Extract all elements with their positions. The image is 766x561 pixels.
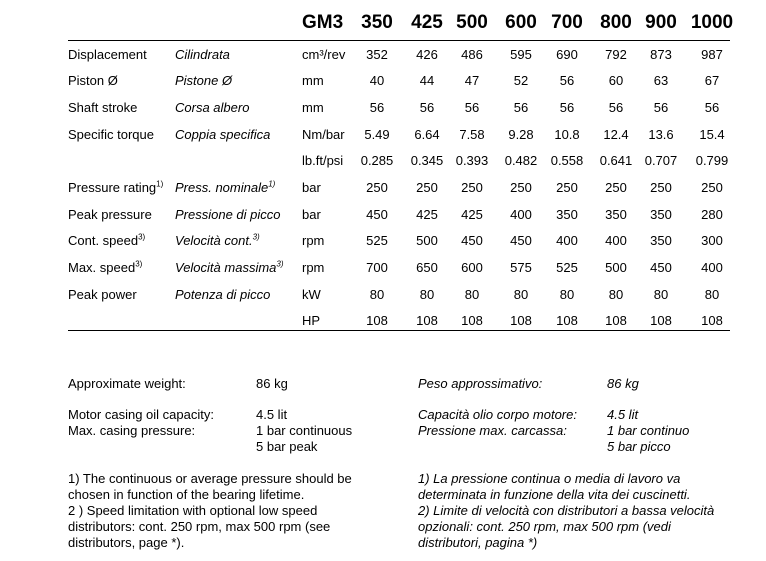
casing-value2-it: 5 bar picco <box>607 439 671 454</box>
table-cell: 0.482 <box>504 153 538 168</box>
table-cell: 56 <box>369 100 385 115</box>
table-cell: 5.49 <box>364 127 390 142</box>
table-cell: 500 <box>416 233 438 248</box>
row-label-en-text: Piston Ø <box>68 73 118 88</box>
table-cell: 12.4 <box>603 127 629 142</box>
row-label-en-text: Displacement <box>68 47 147 62</box>
row-label-en <box>68 207 152 222</box>
table-cell: 250 <box>701 180 723 195</box>
table-cell: 56 <box>513 100 529 115</box>
header-rule <box>68 40 730 41</box>
row-unit: lb.ft/psi <box>302 153 344 168</box>
table-cell: 108 <box>510 313 532 328</box>
table-cell: 0.707 <box>644 153 678 168</box>
row-label-en-text: Cont. speed <box>68 233 139 248</box>
row-label-it-text: Velocità massima <box>175 260 277 275</box>
table-cell: 450 <box>510 233 532 248</box>
table-cell: 350 <box>605 207 627 222</box>
row-unit: rpm <box>302 260 325 275</box>
casing-label-en: Max. casing pressure: <box>68 423 196 438</box>
table-cell: 13.6 <box>648 127 674 142</box>
table-cell: 400 <box>556 233 578 248</box>
row-label-it-text: Corsa albero <box>175 100 250 115</box>
table-cell: 425 <box>461 207 483 222</box>
row-label-en-text: Peak power <box>68 287 137 302</box>
table-cell: 426 <box>416 47 438 62</box>
table-cell: 0.345 <box>410 153 444 168</box>
weight-value-it: 86 kg <box>607 376 639 391</box>
table-cell: 873 <box>650 47 672 62</box>
table-cell: 108 <box>461 313 483 328</box>
table-cell: 0.393 <box>455 153 489 168</box>
table-cell: 108 <box>556 313 578 328</box>
table-cell: 108 <box>366 313 388 328</box>
table-cell: 80 <box>369 287 385 302</box>
footnote-marker: 3) <box>252 232 260 242</box>
table-cell: 250 <box>366 180 388 195</box>
footnote-marker: 3) <box>135 259 143 269</box>
footnote1-line1-en: 1) The continuous or average pressure should be <box>68 471 352 486</box>
table-cell: 250 <box>605 180 627 195</box>
table-cell: 600 <box>461 260 483 275</box>
size-header: 425 <box>411 12 443 33</box>
row-unit: HP <box>302 313 321 328</box>
row-label-it-text: Pressione di picco <box>175 207 281 222</box>
row-unit: bar <box>302 180 321 195</box>
footnote1-line1-it: 1) La pressione continua o media di lavoro va <box>418 471 681 486</box>
table-cell: 400 <box>605 233 627 248</box>
footnote-marker: 1) <box>156 179 164 189</box>
table-cell: 700 <box>366 260 388 275</box>
table-cell: 56 <box>559 73 575 88</box>
footnote-marker: 1) <box>268 179 276 189</box>
table-cell: 56 <box>419 100 435 115</box>
table-cell: 400 <box>701 260 723 275</box>
table-cell: 80 <box>704 287 720 302</box>
table-cell: 7.58 <box>459 127 485 142</box>
table-cell: 108 <box>605 313 627 328</box>
table-cell: 352 <box>366 47 388 62</box>
row-label-en <box>68 233 145 248</box>
table-cell: 0.558 <box>550 153 584 168</box>
table-cell: 80 <box>419 287 435 302</box>
model-header: GM3 <box>302 12 344 33</box>
table-cell: 15.4 <box>699 127 725 142</box>
table-cell: 60 <box>608 73 624 88</box>
table-cell: 250 <box>650 180 672 195</box>
row-label-it <box>175 260 284 275</box>
table-cell: 56 <box>608 100 624 115</box>
oil-value-it: 4.5 lit <box>607 407 639 422</box>
row-label-it-text: Coppia specifica <box>175 127 271 142</box>
footnote-marker: 3) <box>276 259 284 269</box>
table-cell: 108 <box>701 313 723 328</box>
size-header: 900 <box>645 12 677 33</box>
table-cell: 80 <box>608 287 624 302</box>
size-header: 500 <box>456 12 488 33</box>
row-label-en-text: Peak pressure <box>68 207 152 222</box>
row-label-en <box>68 180 163 195</box>
footnote1-line2-en: chosen in function of the bearing lifetime. <box>68 487 305 502</box>
table-cell: 792 <box>605 47 627 62</box>
table-cell: 80 <box>464 287 480 302</box>
table-cell: 0.799 <box>695 153 729 168</box>
footnote2-line2-it: opzionali: cont. 250 rpm, max 500 rpm (vedi <box>418 519 671 534</box>
table-cell: 40 <box>369 73 385 88</box>
table-cell: 595 <box>510 47 532 62</box>
table-cell: 575 <box>510 260 532 275</box>
row-label-en <box>68 260 142 275</box>
table-cell: 450 <box>650 260 672 275</box>
row-unit: kW <box>302 287 321 302</box>
table-bottom-rule <box>68 330 730 331</box>
size-header: 600 <box>505 12 537 33</box>
table-cell: 9.28 <box>508 127 534 142</box>
weight-label-en: Approximate weight: <box>68 376 186 391</box>
footnote1-line2-it: determinata in funzione della vita dei cuscinetti. <box>418 487 691 502</box>
row-label-it <box>175 73 232 88</box>
row-label-it-text: Cilindrata <box>175 47 230 62</box>
row-label-en-text: Shaft stroke <box>68 100 138 115</box>
oil-value-en: 4.5 lit <box>256 407 288 422</box>
table-cell: 6.64 <box>414 127 440 142</box>
table-cell: 10.8 <box>554 127 580 142</box>
size-header: 1000 <box>690 12 734 33</box>
table-cell: 350 <box>650 207 672 222</box>
footnote2-line2-en: distributors: cont. 250 rpm, max 500 rpm (see <box>68 519 331 534</box>
casing-value1-en: 1 bar continuous <box>256 423 353 438</box>
row-label-it-text: Press. nominale <box>175 180 269 195</box>
row-label-en-text: Specific torque <box>68 127 154 142</box>
row-label-it <box>175 180 275 195</box>
table-cell: 450 <box>461 233 483 248</box>
row-label-en-text: Pressure rating <box>68 180 157 195</box>
size-header: 700 <box>551 12 583 33</box>
row-unit: mm <box>302 100 324 115</box>
row-label-en <box>68 127 154 142</box>
row-label-it-text: Velocità cont. <box>175 233 253 248</box>
table-cell: 486 <box>461 47 483 62</box>
casing-value1-it: 1 bar continuo <box>607 423 690 438</box>
row-unit: bar <box>302 207 321 222</box>
table-cell: 80 <box>653 287 669 302</box>
table-cell: 690 <box>556 47 578 62</box>
table-cell: 52 <box>513 73 529 88</box>
table-cell: 56 <box>653 100 669 115</box>
row-label-it-text: Pistone Ø <box>175 73 233 88</box>
casing-label-it: Pressione max. carcassa: <box>418 423 567 438</box>
table-cell: 525 <box>366 233 388 248</box>
row-label-it <box>175 287 270 302</box>
row-label-it <box>175 127 270 142</box>
table-cell: 300 <box>701 233 723 248</box>
table-cell: 63 <box>653 73 669 88</box>
row-unit: mm <box>302 73 324 88</box>
table-cell: 56 <box>559 100 575 115</box>
casing-value2-en: 5 bar peak <box>256 439 318 454</box>
oil-label-en: Motor casing oil capacity: <box>68 407 214 422</box>
table-cell: 47 <box>464 73 480 88</box>
table-cell: 250 <box>461 180 483 195</box>
row-unit: cm³/rev <box>302 47 346 62</box>
row-label-en <box>68 100 137 115</box>
row-unit: Nm/bar <box>302 127 345 142</box>
table-cell: 280 <box>701 207 723 222</box>
row-label-en <box>68 287 137 302</box>
table-cell: 250 <box>556 180 578 195</box>
row-label-it <box>175 207 281 222</box>
table-cell: 350 <box>556 207 578 222</box>
table-cell: 450 <box>366 207 388 222</box>
row-label-en-text: Max. speed <box>68 260 136 275</box>
size-header: 800 <box>600 12 632 33</box>
row-label-en <box>68 73 118 88</box>
table-cell: 108 <box>416 313 438 328</box>
table-cell: 67 <box>704 73 720 88</box>
footnote-marker: 3) <box>138 232 146 242</box>
table-cell: 56 <box>704 100 720 115</box>
table-cell: 56 <box>464 100 480 115</box>
weight-value-en: 86 kg <box>256 376 288 391</box>
table-cell: 44 <box>419 73 435 88</box>
table-cell: 80 <box>513 287 529 302</box>
table-cell: 525 <box>556 260 578 275</box>
footnote2-line1-en: 2 ) Speed limitation with optional low speed <box>68 503 318 518</box>
footnote2-line3-it: distributori, pagina *) <box>418 535 538 550</box>
table-cell: 108 <box>650 313 672 328</box>
footnote2-line1-it: 2) Limite di velocità con distributori a bassa velocità <box>418 503 715 518</box>
table-cell: 0.641 <box>599 153 633 168</box>
table-cell: 80 <box>559 287 575 302</box>
table-cell: 650 <box>416 260 438 275</box>
oil-label-it: Capacità olio corpo motore: <box>418 407 577 422</box>
table-cell: 250 <box>416 180 438 195</box>
table-cell: 987 <box>701 47 723 62</box>
row-unit: rpm <box>302 233 325 248</box>
table-cell: 425 <box>416 207 438 222</box>
row-label-it-text: Potenza di picco <box>175 287 271 302</box>
table-cell: 350 <box>650 233 672 248</box>
row-label-it <box>175 47 230 62</box>
table-cell: 500 <box>605 260 627 275</box>
size-header: 350 <box>361 12 393 33</box>
table-cell: 0.285 <box>360 153 394 168</box>
footnote2-line3-en: distributors, page *). <box>68 535 185 550</box>
weight-label-it: Peso approssimativo: <box>418 376 543 391</box>
row-label-en <box>68 47 147 62</box>
row-label-it <box>175 100 249 115</box>
table-cell: 250 <box>510 180 532 195</box>
table-cell: 400 <box>510 207 532 222</box>
row-label-it <box>175 233 260 248</box>
